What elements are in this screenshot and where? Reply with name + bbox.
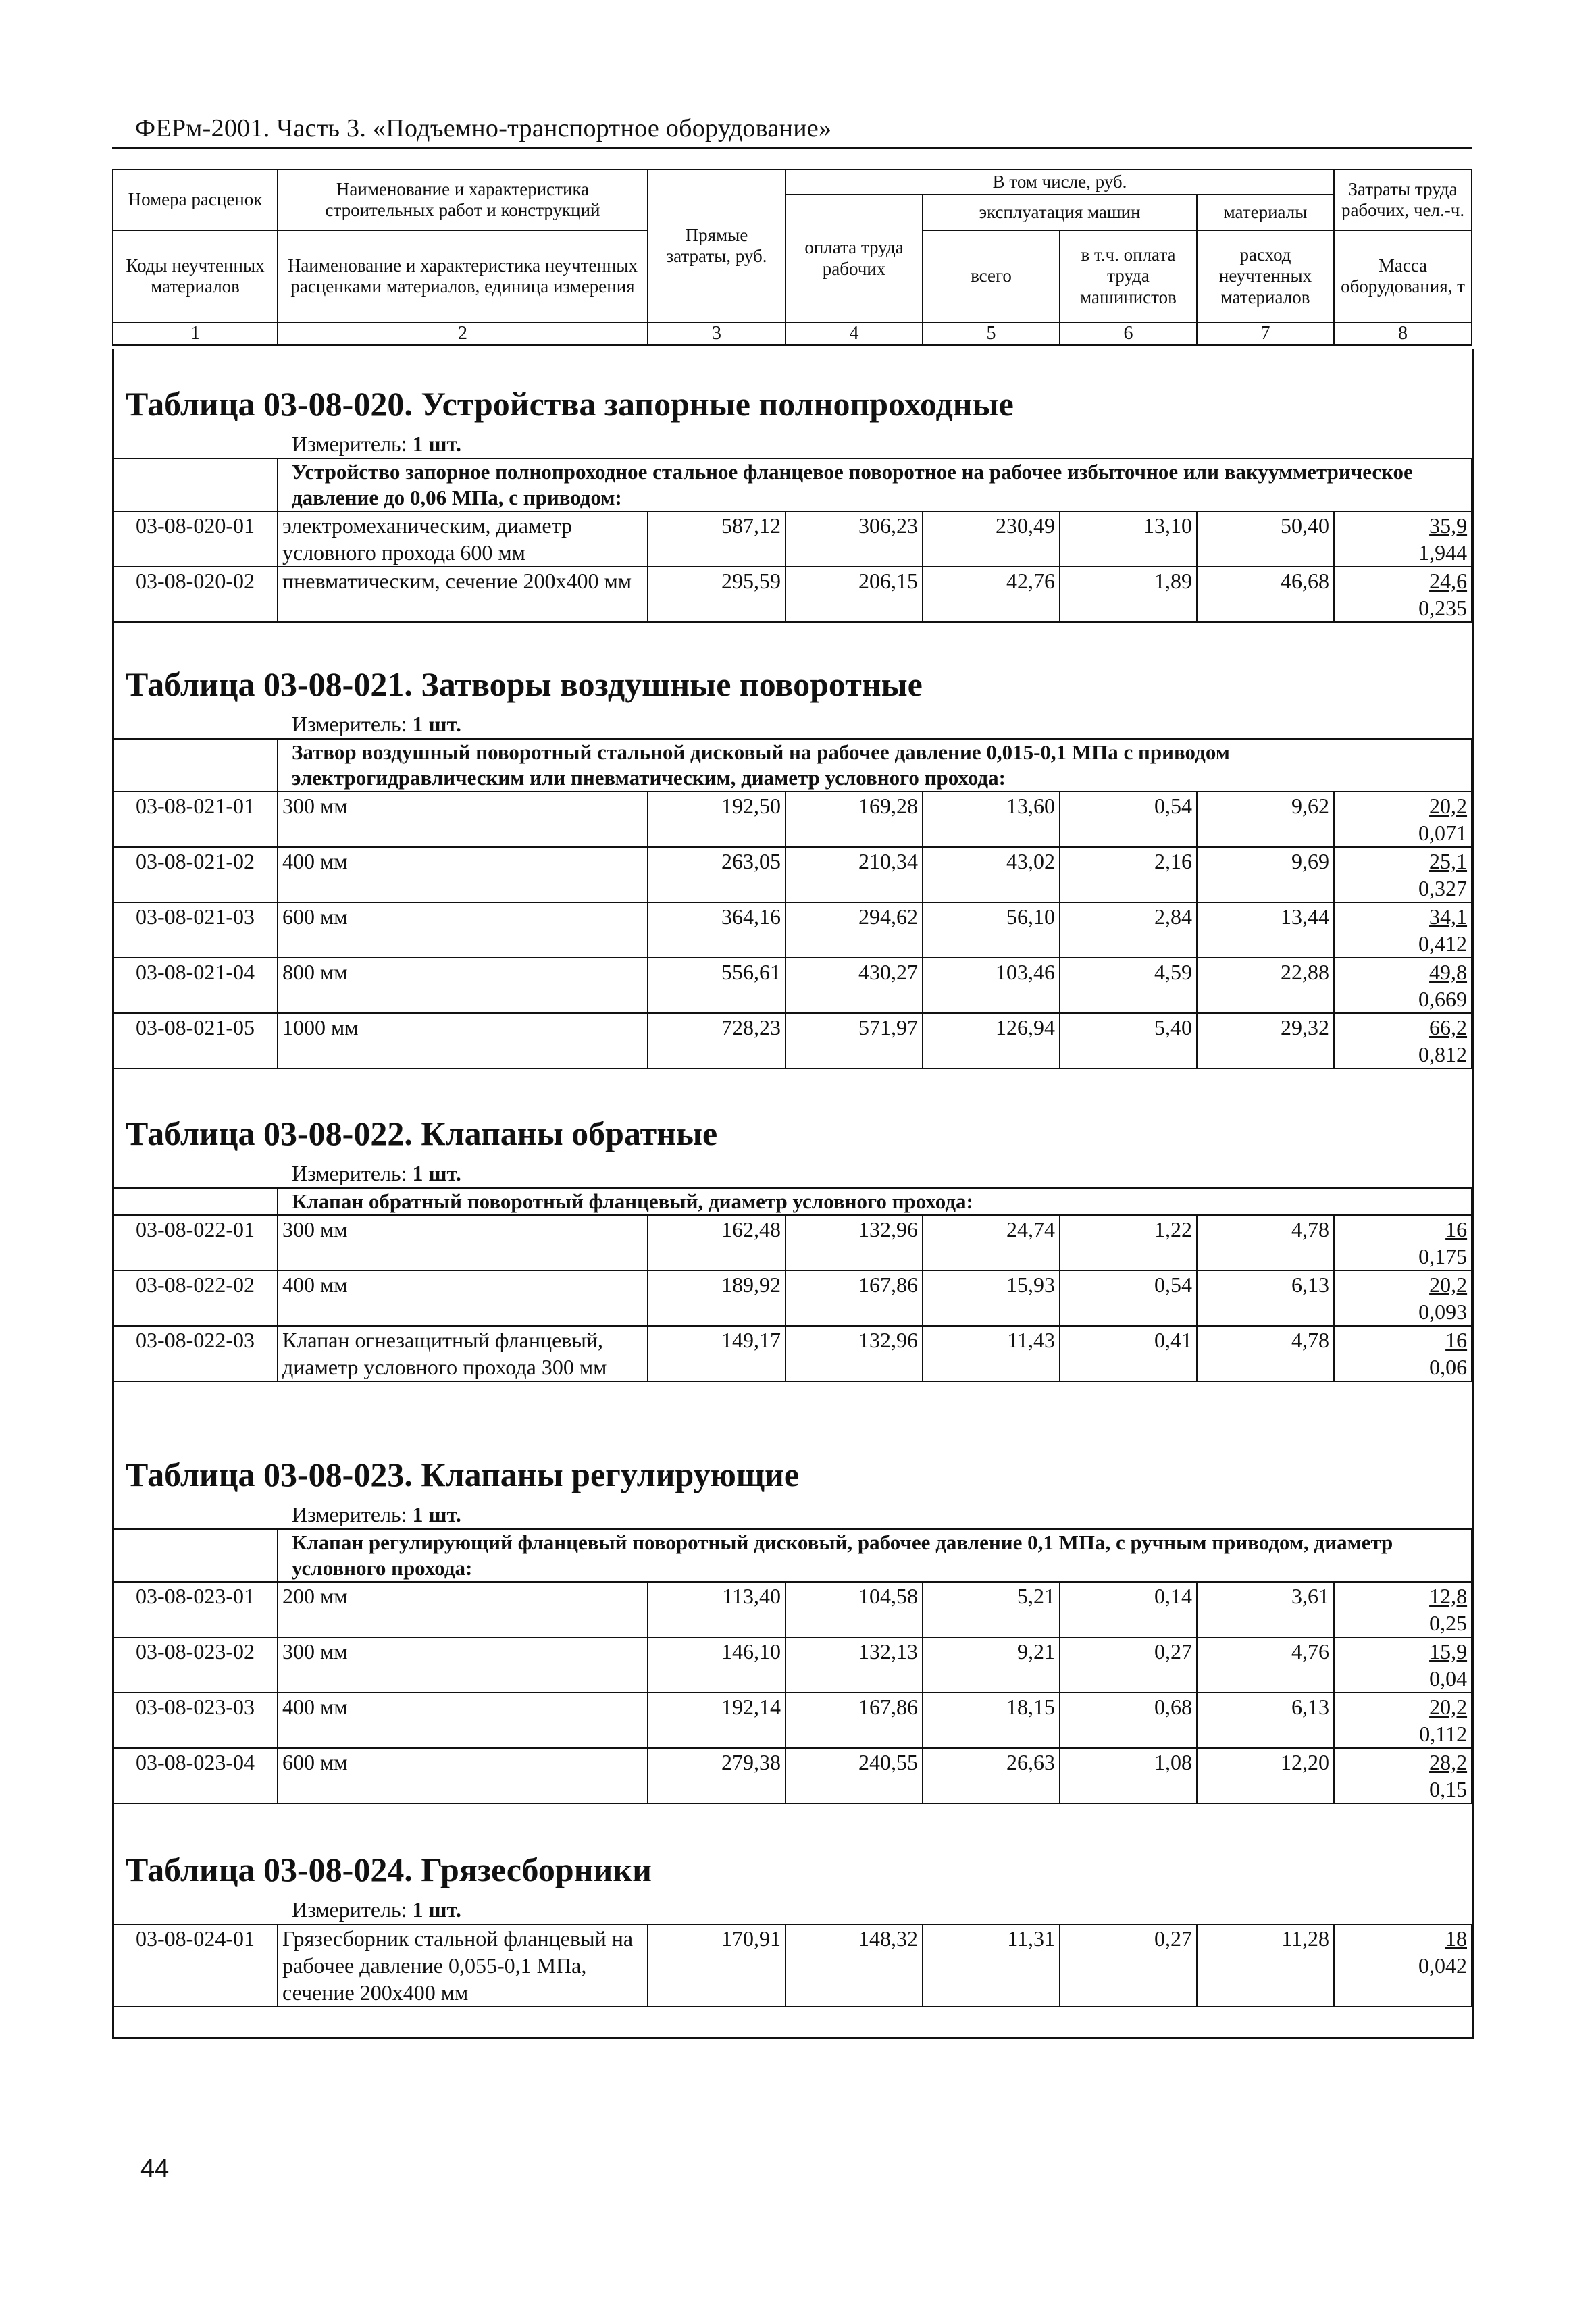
operator-pay-value: 1,08 xyxy=(1060,1748,1197,1803)
materials-value: 6,13 xyxy=(1197,1270,1334,1326)
rate-code: 03-08-021-01 xyxy=(113,792,278,847)
measure-value: 1 шт. xyxy=(412,1502,461,1526)
materials-value: 13,44 xyxy=(1197,902,1334,958)
operator-pay-value: 1,89 xyxy=(1060,567,1197,622)
measure-unit xyxy=(292,710,1471,738)
labor-mass-cell xyxy=(1334,1637,1472,1693)
table-title: Таблица 03-08-022. Клапаны обратные xyxy=(126,1114,718,1152)
rate-name: 600 мм xyxy=(278,902,648,958)
column-number: 6 xyxy=(1060,322,1197,345)
direct-costs-value: 192,50 xyxy=(648,792,786,847)
rate-code: 03-08-022-01 xyxy=(113,1215,278,1270)
equipment-mass-value: 0,04 xyxy=(1429,1666,1468,1691)
labor-mass-cell xyxy=(1334,1693,1472,1748)
group-description: Затвор воздушный поворотный стальной дисковый на рабочее давление 0,015-0,1 МПа с приводом электрогидравлическим или пневматическим, диаметр условного прохода: xyxy=(278,739,1472,792)
machines-total-value: 103,46 xyxy=(923,958,1060,1013)
rate-name: 400 мм xyxy=(278,1693,648,1748)
group-description: Клапан обратный поворотный фланцевый, диаметр условного прохода: xyxy=(278,1188,1472,1215)
measure-label: Измеритель: xyxy=(292,712,407,736)
measure-value: 1 шт. xyxy=(412,432,461,456)
header-equipment-mass: Масса оборудования, т xyxy=(1334,230,1472,322)
rate-code: 03-08-022-03 xyxy=(113,1326,278,1381)
operator-pay-value: 0,27 xyxy=(1060,1924,1197,2007)
labor-hours-value: 20,2 xyxy=(1429,1272,1468,1297)
data-table xyxy=(112,1924,1472,2007)
header-rate-numbers: Номера расценок xyxy=(113,170,278,230)
machines-total-value: 24,74 xyxy=(923,1215,1060,1270)
table-row xyxy=(113,958,1472,1013)
machines-total-value: 42,76 xyxy=(923,567,1060,622)
worker-pay-value: 132,96 xyxy=(786,1326,923,1381)
labor-hours-value: 28,2 xyxy=(1429,1750,1468,1774)
labor-mass-cell xyxy=(1334,1748,1472,1803)
equipment-mass-value: 0,669 xyxy=(1418,987,1468,1011)
labor-hours-value: 49,8 xyxy=(1429,960,1468,984)
column-number: 2 xyxy=(278,322,648,345)
materials-value: 29,32 xyxy=(1197,1013,1334,1069)
table-row xyxy=(113,1693,1472,1748)
materials-value: 22,88 xyxy=(1197,958,1334,1013)
direct-costs-value: 189,92 xyxy=(648,1270,786,1326)
rate-name: 800 мм xyxy=(278,958,648,1013)
worker-pay-value: 132,96 xyxy=(786,1215,923,1270)
rate-name: Грязесборник стальной фланцевый на рабочее давление 0,055-0,1 МПа, сечение 200х400 мм xyxy=(278,1924,648,2007)
rate-code: 03-08-020-02 xyxy=(113,567,278,622)
measure-label: Измеритель: xyxy=(292,1897,407,1922)
worker-pay-value: 167,86 xyxy=(786,1270,923,1326)
equipment-mass-value: 0,06 xyxy=(1429,1355,1468,1379)
table-03-08-023 xyxy=(112,1449,1471,1804)
materials-value: 9,62 xyxy=(1197,792,1334,847)
worker-pay-value: 210,34 xyxy=(786,847,923,902)
equipment-mass-value: 0,812 xyxy=(1418,1042,1468,1066)
rate-code: 03-08-023-01 xyxy=(113,1582,278,1637)
header-materials: материалы xyxy=(1197,195,1334,230)
column-header-table xyxy=(112,169,1472,346)
measure-label: Измеритель: xyxy=(292,1161,407,1185)
rate-name: 400 мм xyxy=(278,1270,648,1326)
materials-value: 6,13 xyxy=(1197,1693,1334,1748)
measure-unit xyxy=(292,1895,1471,1924)
header-material-consumption: расход неучтенных материалов xyxy=(1197,230,1334,322)
rate-name: Клапан огнезащитный фланцевый, диаметр условного прохода 300 мм xyxy=(278,1326,648,1381)
equipment-mass-value: 0,175 xyxy=(1418,1244,1468,1268)
column-number: 4 xyxy=(786,322,923,345)
machines-total-value: 230,49 xyxy=(923,511,1060,567)
measure-unit xyxy=(292,1500,1471,1528)
direct-costs-value: 162,48 xyxy=(648,1215,786,1270)
direct-costs-value: 149,17 xyxy=(648,1326,786,1381)
machines-total-value: 126,94 xyxy=(923,1013,1060,1069)
page-number: 44 xyxy=(140,2155,170,2183)
worker-pay-value: 169,28 xyxy=(786,792,923,847)
labor-hours-value: 34,1 xyxy=(1429,904,1468,929)
table-row xyxy=(113,1582,1472,1637)
rate-name: 300 мм xyxy=(278,1637,648,1693)
labor-hours-value: 35,9 xyxy=(1429,513,1468,538)
labor-mass-cell xyxy=(1334,1326,1472,1381)
operator-pay-value: 0,14 xyxy=(1060,1582,1197,1637)
direct-costs-value: 192,14 xyxy=(648,1693,786,1748)
labor-mass-cell xyxy=(1334,1924,1472,2007)
table-row xyxy=(113,511,1472,567)
labor-mass-cell xyxy=(1334,1013,1472,1069)
machines-total-value: 11,31 xyxy=(923,1924,1060,2007)
labor-hours-value: 16 xyxy=(1445,1328,1468,1352)
machines-total-value: 9,21 xyxy=(923,1637,1060,1693)
table-row xyxy=(113,1215,1472,1270)
table-03-08-020 xyxy=(112,378,1471,623)
worker-pay-value: 167,86 xyxy=(786,1693,923,1748)
header-labor-cost: Затраты труда рабочих, чел.-ч. xyxy=(1334,170,1472,230)
header-work-name: Наименование и характеристика строительных работ и конструкций xyxy=(278,170,648,230)
column-number: 8 xyxy=(1334,322,1472,345)
direct-costs-value: 587,12 xyxy=(648,511,786,567)
materials-value: 4,78 xyxy=(1197,1215,1334,1270)
rate-code: 03-08-023-03 xyxy=(113,1693,278,1748)
table-title: Таблица 03-08-020. Устройства запорные полнопроходные xyxy=(126,385,1014,423)
table-row xyxy=(113,902,1472,958)
labor-mass-cell xyxy=(1334,958,1472,1013)
materials-value: 9,69 xyxy=(1197,847,1334,902)
worker-pay-value: 430,27 xyxy=(786,958,923,1013)
rate-code: 03-08-021-03 xyxy=(113,902,278,958)
operator-pay-value: 0,41 xyxy=(1060,1326,1197,1381)
operator-pay-value: 0,54 xyxy=(1060,1270,1197,1326)
worker-pay-value: 104,58 xyxy=(786,1582,923,1637)
operator-pay-value: 2,16 xyxy=(1060,847,1197,902)
labor-hours-value: 18 xyxy=(1445,1926,1467,1951)
labor-mass-cell xyxy=(1334,902,1472,958)
table-row xyxy=(113,1013,1472,1069)
worker-pay-value: 571,97 xyxy=(786,1013,923,1069)
operator-pay-value: 1,22 xyxy=(1060,1215,1197,1270)
table-row xyxy=(113,1748,1472,1803)
operator-pay-value: 0,54 xyxy=(1060,792,1197,847)
materials-value: 4,76 xyxy=(1197,1637,1334,1693)
operator-pay-value: 2,84 xyxy=(1060,902,1197,958)
rate-code: 03-08-022-02 xyxy=(113,1270,278,1326)
labor-hours-value: 15,9 xyxy=(1429,1639,1468,1664)
equipment-mass-value: 0,042 xyxy=(1418,1953,1467,1978)
data-table xyxy=(112,1187,1472,1382)
header-material-codes: Коды неучтенных материалов xyxy=(113,230,278,322)
group-description: Клапан регулирующий фланцевый поворотный дисковый, рабочее давление 0,1 МПа, с ручным приводом, диаметр условного прохода: xyxy=(278,1529,1472,1582)
table-row xyxy=(113,1924,1472,2007)
table-row xyxy=(113,847,1472,902)
header-machine-operation: эксплуатация машин xyxy=(923,195,1197,230)
table-title: Таблица 03-08-023. Клапаны регулирующие xyxy=(126,1456,800,1493)
rate-code: 03-08-021-05 xyxy=(113,1013,278,1069)
equipment-mass-value: 0,112 xyxy=(1419,1722,1468,1746)
data-table xyxy=(112,1528,1472,1804)
worker-pay-value: 132,13 xyxy=(786,1637,923,1693)
direct-costs-value: 295,59 xyxy=(648,567,786,622)
column-number: 5 xyxy=(923,322,1060,345)
machines-total-value: 5,21 xyxy=(923,1582,1060,1637)
operator-pay-value: 0,68 xyxy=(1060,1693,1197,1748)
direct-costs-value: 170,91 xyxy=(648,1924,786,2007)
machines-total-value: 18,15 xyxy=(923,1693,1060,1748)
direct-costs-value: 146,10 xyxy=(648,1637,786,1693)
machines-total-value: 13,60 xyxy=(923,792,1060,847)
materials-value: 12,20 xyxy=(1197,1748,1334,1803)
labor-hours-value: 20,2 xyxy=(1429,1695,1468,1719)
rate-name: 300 мм xyxy=(278,1215,648,1270)
materials-value: 4,78 xyxy=(1197,1326,1334,1381)
operator-pay-value: 5,40 xyxy=(1060,1013,1197,1069)
worker-pay-value: 294,62 xyxy=(786,902,923,958)
equipment-mass-value: 0,235 xyxy=(1418,596,1468,620)
equipment-mass-value: 0,25 xyxy=(1429,1611,1468,1635)
machines-total-value: 15,93 xyxy=(923,1270,1060,1326)
measure-label: Измеритель: xyxy=(292,432,407,456)
equipment-mass-value: 0,071 xyxy=(1418,821,1468,845)
rate-name: пневматическим, сечение 200х400 мм xyxy=(278,567,648,622)
labor-hours-value: 25,1 xyxy=(1429,849,1468,873)
direct-costs-value: 364,16 xyxy=(648,902,786,958)
table-03-08-021 xyxy=(112,659,1471,1069)
table-row xyxy=(113,1326,1472,1381)
measure-value: 1 шт. xyxy=(412,1161,461,1185)
labor-mass-cell xyxy=(1334,1215,1472,1270)
measure-value: 1 шт. xyxy=(412,1897,461,1922)
materials-value: 46,68 xyxy=(1197,567,1334,622)
direct-costs-value: 113,40 xyxy=(648,1582,786,1637)
header-including: В том числе, руб. xyxy=(786,170,1334,195)
machines-total-value: 56,10 xyxy=(923,902,1060,958)
table-03-08-024 xyxy=(112,1844,1471,2007)
rate-name: 400 мм xyxy=(278,847,648,902)
table-row xyxy=(113,1270,1472,1326)
rate-name: 300 мм xyxy=(278,792,648,847)
direct-costs-value: 728,23 xyxy=(648,1013,786,1069)
rate-code: 03-08-020-01 xyxy=(113,511,278,567)
rate-name: 600 мм xyxy=(278,1748,648,1803)
direct-costs-value: 556,61 xyxy=(648,958,786,1013)
table-row xyxy=(113,567,1472,622)
operator-pay-value: 13,10 xyxy=(1060,511,1197,567)
equipment-mass-value: 0,327 xyxy=(1418,876,1468,900)
table-title: Таблица 03-08-021. Затворы воздушные поворотные xyxy=(126,665,923,703)
labor-mass-cell xyxy=(1334,511,1472,567)
column-number: 3 xyxy=(648,322,786,345)
measure-value: 1 шт. xyxy=(412,712,461,736)
labor-mass-cell xyxy=(1334,567,1472,622)
rate-code: 03-08-023-04 xyxy=(113,1748,278,1803)
rate-code: 03-08-023-02 xyxy=(113,1637,278,1693)
equipment-mass-value: 1,944 xyxy=(1418,540,1468,565)
rate-name: электромеханическим, диаметр условного прохода 600 мм xyxy=(278,511,648,567)
rate-name: 200 мм xyxy=(278,1582,648,1637)
data-table xyxy=(112,738,1472,1069)
header-operator-pay: в т.ч. оплата труда машинистов xyxy=(1060,230,1197,322)
measure-label: Измеритель: xyxy=(292,1502,407,1526)
measure-unit xyxy=(292,430,1471,458)
labor-mass-cell xyxy=(1334,847,1472,902)
labor-mass-cell xyxy=(1334,1582,1472,1637)
column-number: 7 xyxy=(1197,322,1334,345)
direct-costs-value: 263,05 xyxy=(648,847,786,902)
table-row xyxy=(113,1637,1472,1693)
header-rule xyxy=(112,147,1472,149)
operator-pay-value: 0,27 xyxy=(1060,1637,1197,1693)
rate-code: 03-08-021-04 xyxy=(113,958,278,1013)
data-table xyxy=(112,458,1472,623)
labor-hours-value: 24,6 xyxy=(1429,569,1468,593)
equipment-mass-value: 0,093 xyxy=(1418,1300,1468,1324)
operator-pay-value: 4,59 xyxy=(1060,958,1197,1013)
worker-pay-value: 306,23 xyxy=(786,511,923,567)
machines-total-value: 43,02 xyxy=(923,847,1060,902)
header-worker-pay: оплата труда рабочих xyxy=(786,195,923,322)
column-number: 1 xyxy=(113,322,278,345)
direct-costs-value: 279,38 xyxy=(648,1748,786,1803)
header-machines-total: всего xyxy=(923,230,1060,322)
machines-total-value: 11,43 xyxy=(923,1326,1060,1381)
labor-hours-value: 12,8 xyxy=(1429,1584,1468,1608)
worker-pay-value: 148,32 xyxy=(786,1924,923,2007)
running-head: ФЕРм-2001. Часть 3. «Подъемно-транспортное оборудование» xyxy=(135,114,832,143)
rate-name: 1000 мм xyxy=(278,1013,648,1069)
table-03-08-022 xyxy=(112,1108,1471,1382)
machines-total-value: 26,63 xyxy=(923,1748,1060,1803)
labor-hours-value: 20,2 xyxy=(1429,794,1468,818)
table-row xyxy=(113,792,1472,847)
materials-value: 11,28 xyxy=(1197,1924,1334,2007)
header-material-name: Наименование и характеристика неучтенных расценками материалов, единица измерения xyxy=(278,230,648,322)
materials-value: 3,61 xyxy=(1197,1582,1334,1637)
labor-mass-cell xyxy=(1334,1270,1472,1326)
rate-code: 03-08-021-02 xyxy=(113,847,278,902)
labor-hours-value: 66,2 xyxy=(1429,1015,1468,1039)
rate-code: 03-08-024-01 xyxy=(113,1924,278,2007)
group-description: Устройство запорное полнопроходное стальное фланцевое поворотное на рабочее избыточное или вакуумметрическое давление до 0,06 МПа, с приводом: xyxy=(278,459,1472,511)
measure-unit xyxy=(292,1159,1471,1187)
worker-pay-value: 206,15 xyxy=(786,567,923,622)
header-direct-costs: Прямые затраты, руб. xyxy=(648,170,786,322)
equipment-mass-value: 0,412 xyxy=(1418,931,1468,956)
table-title: Таблица 03-08-024. Грязесборники xyxy=(126,1851,652,1888)
labor-mass-cell xyxy=(1334,792,1472,847)
equipment-mass-value: 0,15 xyxy=(1429,1777,1468,1801)
labor-hours-value: 16 xyxy=(1445,1217,1468,1241)
worker-pay-value: 240,55 xyxy=(786,1748,923,1803)
materials-value: 50,40 xyxy=(1197,511,1334,567)
